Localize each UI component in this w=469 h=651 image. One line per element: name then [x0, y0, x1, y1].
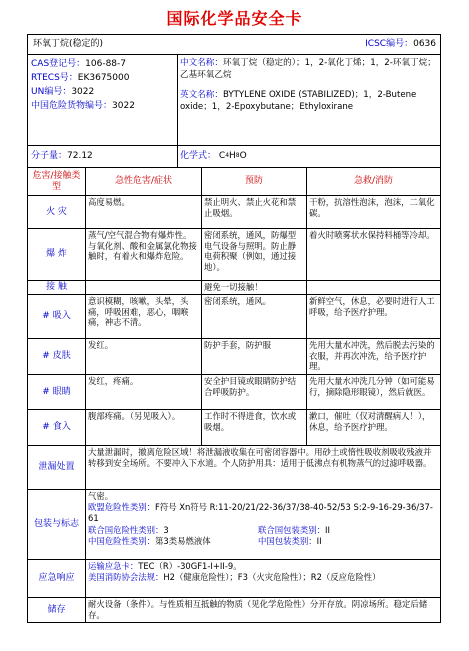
- col-symptom: 急性危害/症状: [86, 168, 202, 195]
- icsc-number: ICSC编号：0636: [365, 39, 436, 49]
- transport-card: 运输应急卡：TEC（R）-30GF1-I+II-9。: [88, 561, 242, 571]
- storage-text: 耐火设备（条件）。与性质相互抵触的物质（见化学危险性）分开存放。阴凉场所。稳定后储存。: [88, 599, 428, 620]
- card-title: 国际化学品安全卡: [166, 9, 303, 28]
- un-number: UN编号：3022: [31, 87, 95, 97]
- table-row: 接 触 避免一切接触！: [28, 281, 440, 295]
- col-type: 危害/接触类型: [28, 168, 86, 195]
- hazard-table-header: [28, 168, 440, 196]
- cn-classification: 中国危险性类别：第3类易燃液体 中国包装类别：II: [88, 535, 322, 546]
- chemical-formula: 化学式： C 4 H 8 O: [180, 151, 247, 162]
- col-prevention: 预防: [202, 168, 307, 195]
- table-row: 火 灾 高度易燃。 禁止明火、禁止火花和禁止吸烟。 干粉，抗溶性泡沫，泡沫，二氧化碳。: [28, 196, 440, 229]
- header-row: [28, 35, 440, 55]
- packaging-label: 包装与标志: [28, 490, 86, 559]
- col-firstaid: 急救/消防: [353, 176, 394, 187]
- rtecs-number: RTECS号：EK3675000: [31, 73, 130, 83]
- english-name: 英文名称：BYTYLENE OXIDE (STABILIZED)；1，2-Butene oxide；1，2-Epoxybutane；Ethyloxirane: [180, 90, 417, 112]
- eu-classification: 欧盟危险性类别：F符号 Xn符号 R:11-20/21/22-36/37/38-40-52/53 S:2-9-16-29-36/37-61: [88, 502, 433, 524]
- safety-card-sheet: [27, 34, 441, 623]
- table-row: # 吸入 意识模糊，咳嗽，头晕，头痛，呼吸困难，恶心，咽喉痛，神志不清。 密闭系统，通风。 新鲜空气，休息，必要时进行人工呼吸，给予医疗护理。: [28, 295, 440, 339]
- cas-number: CAS登记号：106-88-7: [31, 59, 127, 69]
- identifier-block: [28, 55, 440, 146]
- emergency-label: 应急响应: [28, 560, 86, 597]
- table-row: 爆 炸 蒸气/空气混合物有爆炸性。与氧化剂、酸和金属氯化物接触时，有着火和爆炸危险。 密闭系统，通风，防爆型电气设备与照明。防止静电荷积聚（例如，通过接地）。 着火时喷雾状水保持料桶等冷却。: [28, 229, 440, 281]
- packaging-row: 包装与标志 气密。 欧盟危险性类别：F符号 Xn符号 R:11-20/21/22-36/37/38-40-52/53 S:2-9-16-29-36/37-61 联合国危险性类别：3 联合国包装类别：II 中国危险性类别：第3类易燃液体 中国包装类别：II: [28, 490, 440, 560]
- storage-row: [28, 598, 440, 622]
- chinese-name: 中文名称：环氧丁烷（稳定的）；1，2-氧化丁烯；1，2-环氧丁烷；乙基环氧乙烷: [180, 58, 436, 80]
- emergency-row: [28, 560, 440, 598]
- molecular-row: [28, 146, 440, 168]
- table-row: # 眼睛 发红，疼痛。 安全护目镜或眼睛防护结合呼吸防护。 先用大量水冲洗几分钟（如可能易行，摘除隐形眼镜），然后就医。: [28, 375, 440, 410]
- table-row: # 食入 腹部疼痛。（另见吸入）。 工作时不得进食，饮水或吸烟。 漱口，催吐（仅对清醒病人！），休息，给予医疗护理。: [28, 410, 440, 446]
- un-classification: 联合国危险性类别：3 联合国包装类别：II: [88, 524, 330, 535]
- table-row: # 皮肤 发红。 防护手套，防护服 先用大量水冲洗，然后脱去污染的衣服，并再次冲洗，给予医疗护理。: [28, 339, 440, 375]
- cn-dangerous-goods-number: 中国危险货物编号：3022: [31, 101, 135, 111]
- storage-label: 储存: [28, 598, 86, 622]
- nfpa-code: 美国消防协会法规：H2（健康危险性）；F3（火灾危险性）；R2（反应危险性）: [88, 571, 381, 582]
- molecular-weight: 分子量： 72.12: [28, 146, 178, 167]
- chemical-name: 环氧丁烷(稳定的): [33, 39, 104, 50]
- leak-text: 大量泄漏时，撤离危险区域！将泄漏液收集在可密闭容器中。用砂土或惰性吸收剂吸收残液并转移到安全场所。不要冲入下水道。个人防护用具：适用于低沸点有机物蒸气的过滤呼吸器。: [88, 447, 432, 468]
- leak-row: [28, 446, 440, 490]
- leak-label: 泄漏处置: [28, 446, 86, 489]
